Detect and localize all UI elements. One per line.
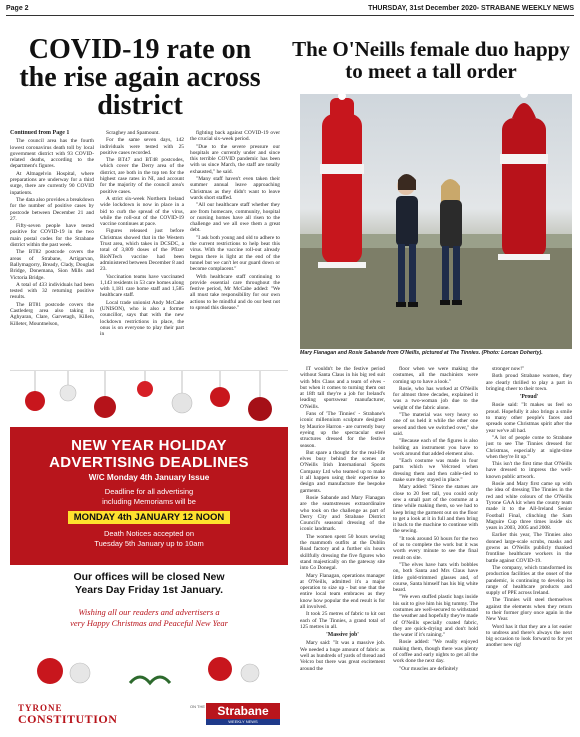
paragraph: "It took around 50 hours for the two of us to complete the work but it was worth every minute to see the final result on site. (393, 535, 478, 561)
paragraph: Local trade unionist Andy McCabe (UNISON), who is also a former councillor, says that with the new lockdown restrictions in place, the onus is on everyone to play their part in (100, 299, 184, 338)
paragraph: Fans of 'The Tinnies' - Strabane's iconic millennium sculpture designed by Maurice Harron - are currently busy eyeing up the spectacular steel structures dressed for the festive season. (300, 411, 385, 449)
offices-closed-line1: Our offices will be closed New (73, 571, 225, 583)
edition-line: THURSDAY, 31st December 2020- STRABANE WEEKLY NEWS (368, 4, 574, 12)
logo-strabane-word: Strabane (217, 704, 269, 718)
left-story-column-2 (100, 130, 184, 366)
paragraph: Mary said: "It was a massive job. We needed a huge amount of fabric as well as hundreds of yards of thread and Velcro but there was great excitement around the (300, 640, 385, 672)
paragraph: IT wouldn't be the festive period without Santa Claus in his big red suit with Mrs Claus and a team of elves - but when it comes to turning them out at 18ft tall they're a job for Ireland's leading sportswear manufacturer, O'Neills. (300, 366, 385, 410)
red-bauble-icon (208, 657, 232, 681)
paragraph: Mary added: "Since the statues are close to 20 feet tall, you could only sew a small part of the costume at a time while making them, so we had to keep bring the garment out on the floor to get a look at it in full and then bring it back to the machine to continue with the sewing. (393, 484, 478, 535)
paragraph: "Due to the severe pressure our hospitals are currently under and since this terrible COVID pandemic has been with us since March, the staff are totally exhausted," he said. (190, 143, 280, 175)
banner-deadline-highlight: MONDAY 4th JANUARY 12 NOON (68, 511, 230, 524)
paragraph: "Each costume was made in four parts which we Velcroed when dressing them and then cable-tied to make sure they stayed in place." (393, 458, 478, 484)
logo-on-the: ON THE (190, 704, 206, 709)
paragraph: The BT82 postcode covers the areas of Strabane, Artigarvan, Ballymagorry, Bready, Clady, Douglas Bridge, Donemana, Sion Mills and Victoria Bridge. (10, 249, 94, 281)
right-headline: The O'Neills female duo happy to meet a tall order (292, 37, 570, 83)
paragraph: Earlier this year, The Tinnies also donned large-scale scrubs, masks and gowns as O'Neills publicly thanked frontline healthcare workers in the battle against COVID-19. (486, 532, 572, 564)
red-bauble-icon (248, 397, 272, 421)
deadlines-banner (10, 427, 288, 565)
white-bauble-icon (60, 385, 76, 401)
decorative-baubles-footer (10, 643, 288, 693)
red-bauble-icon (94, 396, 116, 418)
paragraph: The company, which transformed its production facilities at the onset of the pandemic, is continuing to develop its range of healthcare products and supply of PPE across Ireland. (486, 564, 572, 597)
paragraph: "The elves have hats with bobbles on, both Santa and Mrs Claus have little gold-trimmed glasses and, of course, Santa himself has his big white beard. (393, 561, 478, 594)
paragraph: Vaccination teams have vaccinated 1,143 residents in 53 care homes along with 1,181 care home staff and 1,585 healthcare staff. (100, 273, 184, 299)
paragraph: Word has it that they are a lot easier to undress and there's always the next big occasion to look forward to for yet another new rig! (486, 623, 572, 649)
paragraph: A strict six-week Northern Ireland wide lockdown is now in place in a bid to curb the spread of the virus, while the roll-out of the COVID-19 vaccine continues at pace. (100, 195, 184, 228)
paragraph: "The material was very heavy so one of us held it while the other one sewed and then we switched over," she said. (393, 412, 478, 437)
paragraph: "All our healthcare staff whether they are from homecare, community, hospital or nursing homes have all risen to the challenge and we all owe them a great debt. (190, 202, 280, 234)
logo-constitution-word: CONSTITUTION (18, 712, 118, 726)
paragraph: "Many staff haven't even taken their summer annual leave approaching Christmas as they didn't want to leave wards short staffed. (190, 176, 280, 201)
paragraph: The Tinnies will steel themselves against the elements when they return to their former glory once again in the New Year. (486, 597, 572, 623)
paragraph: A total of 433 individuals had been tested with 32 returning positive results. (10, 281, 94, 301)
logo-weekly-news-word: WEEKLY NEWS (206, 719, 280, 725)
red-bauble-icon (25, 391, 45, 411)
offices-closed-line2: Years Day Friday 1st January. (74, 584, 224, 596)
offices-closed-notice (10, 571, 288, 597)
white-bauble-icon (70, 663, 90, 683)
paragraph: Rosie, who has worked at O'Neills for almost three decades, explained it was a two-woman job due to the weight of the fabric alone. (393, 385, 478, 411)
photo-caption: Mary Flanagan and Rosie Sabande from O'Neills, pictured at The Tinnies. (Photo: Lorcan Doherty). (300, 350, 543, 356)
red-bauble-icon (210, 387, 230, 407)
paragraph: "Our muscles are definitely (399, 665, 459, 672)
santa-figure-left (318, 94, 366, 268)
paragraph: "I ask both young and old to adhere to the current restrictions to help beat this virus. With the vaccine roll-out already begun there is light at the end of the tunnel but we can't let our guard down or become complacent." (190, 234, 280, 273)
banner-issue-line: W/C Monday 4th January Issue (88, 473, 210, 482)
left-headline: COVID-19 rate on the rise again across district (19, 34, 261, 121)
right-story-column-3 (486, 366, 572, 732)
paragraph: But spare a thought for the real-life elves busy behind the scenes at O'Neills Irish International Sports Company Ltd who teamed up to make it all happen using their expertise to design and manufacture the bespoke garments. (300, 449, 385, 494)
season-greeting (20, 607, 278, 629)
subheading: 'Massive job' (326, 632, 359, 639)
banner-deadline-line: Deadline for all advertising (104, 487, 194, 496)
holiday-deadlines-advert (10, 370, 288, 736)
paragraph: "We even stuffed plastic bags inside his suit to give him his big tummy. The costumes are well-secured to withstand the weather and hopefully they're made of O'Neills specially coated fabric, they are quick-drying and don't hold the water if it's raining." (393, 594, 478, 639)
logo-tyrone-word: TYRONE (18, 703, 63, 713)
holly-icon (130, 677, 170, 683)
paragraph: Figures released just before Christmas showed that in the Western Trust area, which takes in DCSDC, a total of 3,809 doses of the Pfizer BioNTech vaccine had been administered between December 8 and 23. (100, 228, 184, 273)
left-story-column-1 (10, 130, 94, 366)
strabane-weekly-news-logo (206, 703, 280, 725)
paragraph: The BT47 and BT48 postcodes, which cover the Derry area of the district, are both in the top ten for the highest case rates in NI, and account for the majority of the council area's positive cases. (100, 157, 184, 195)
banner-tuesday-line: Tuesday 5th January up to 10am (94, 539, 204, 548)
paragraph: Rosie and Mary first came up with the idea of dressing The Tinnies in the red and white colours of the O'Neills Tyrone GAA kit when the county team made it to the All-Ireland Senior Football Final, clinching the Sam Maguire Cup three times inside six years in 2003, 2005 and 2008. (486, 481, 572, 532)
tyrone-constitution-logo (18, 703, 117, 725)
tinnies-sculpture-illustration (300, 94, 572, 349)
banner-title-line2: ADVERTISING DEADLINES (49, 454, 249, 471)
paragraph: The council area has the fourth lowest coronavirus death toll by local government district with 93 COVID-related deaths, according to the department's figures. (10, 138, 94, 170)
paragraph: stronger now!" (492, 366, 525, 372)
red-bauble-icon (137, 381, 153, 397)
paragraph: At Altnagelvin Hospital, where preparations are underway for a third surge, there are currently 90 COVID inpatients. (10, 170, 94, 196)
white-bauble-icon (172, 393, 192, 413)
subheading: 'Proud' (519, 394, 539, 401)
christmas-baubles-graphic (10, 371, 288, 431)
right-story-column-2 (393, 366, 478, 732)
paragraph: Rosie said: "It makes us feel so proud. Hopefully it also brings a smile to many other people's faces and spreads some Christmas spirit after the year we've all had. (486, 402, 572, 434)
page-number: Page 2 (6, 4, 29, 12)
left-story-column-3 (190, 130, 280, 366)
paragraph: With healthcare staff continuing to provide essential care throughout the festive period, Mr McCabe added: "We all must take responsibility for our own actions to be mindful and do our best not to spread this disease." (190, 273, 280, 312)
paragraph: "Because each of the figures is also holding an instrument you have to work around that added element also. (393, 438, 478, 457)
paragraph: Mary Flanagan, operations manager at O'Neills, admitted it's a major operation to size up - but one that the entire local team embraces as they know how popular the end result is for all involved. (300, 572, 385, 610)
season-greeting-line1: Wishing all our readers and advertisers a (78, 607, 220, 617)
continued-note: Continued from Page 1 (10, 130, 70, 136)
paragraph: The BT81 postcode covers the Castlederg area also taking in Aghyaran, Clare, Garvetagh, Killen, Killeter, Mountnelson, (10, 301, 94, 327)
right-story-column-1 (300, 366, 385, 732)
season-greeting-line2: very Happy Christmas and Peaceful New Year (70, 618, 228, 628)
paragraph: For the same seven days, 142 individuals were tested with 25 positive cases recorded. (100, 137, 184, 156)
header-rule (6, 15, 574, 16)
paragraph: fighting back against COVID-19 over the crucial six-week period. (190, 130, 280, 143)
banner-memoriams-line: including Memoriams will be (102, 497, 196, 506)
banner-title-line1: NEW YEAR HOLIDAY (71, 437, 227, 454)
page-header (6, 2, 574, 14)
paragraph: "A lot of people come to Strabane just to see The Tinnies dressed for Christmas, especially at night-time when they're lit up." (486, 434, 572, 460)
paragraph: It took 25 metres of fabric to kit out each of The Tinnies, a grand total of 125 metres in all. (300, 611, 385, 630)
paragraph: The data also provides a breakdown for the number of positive cases by postcode between December 21 and 27. (10, 196, 94, 222)
paragraph: Scraghey and Spamount. (106, 130, 160, 136)
paragraph: Rosie added: "We really enjoyed making them, though there was plenty of coffee and early nights to get all the work done the next day. (393, 639, 478, 665)
paragraph: Fifty-seven people have tested positive for COVID-19 in the two main postal codes for the Strabane district within the past week. (10, 223, 94, 249)
white-bauble-icon (241, 664, 259, 682)
red-bauble-icon (37, 658, 63, 684)
tinnies-photo (300, 94, 572, 349)
paragraph: floor when we were making the costumes, all the machinists were coming up to have a look." (393, 366, 478, 385)
banner-death-notices-line: Death Notices accepted on (103, 529, 195, 538)
paragraph: The women spent 50 hours sewing the mammoth outfits at the Dublin Road factory and a further six hours skillfully dressing the five figures who stand majestically on the gateway site into Co Donegal. (300, 533, 385, 572)
santa-figure-right (498, 94, 550, 260)
paragraph: This isn't the first time that O'Neills have dressed to impress the well-known public artwork. (486, 461, 572, 480)
newspaper-logos (10, 701, 288, 731)
paragraph: Rosie Sabande and Mary Flanagan are the seamstresses extraordinaire who took on the challenge as part of Derry City and Strabane District Council's seasonal dressing of the iconic landmark. (300, 494, 385, 533)
paragraph: Both proud Strabane women, they are clearly thrilled to play a part in bringing cheer to their town. (486, 373, 572, 392)
